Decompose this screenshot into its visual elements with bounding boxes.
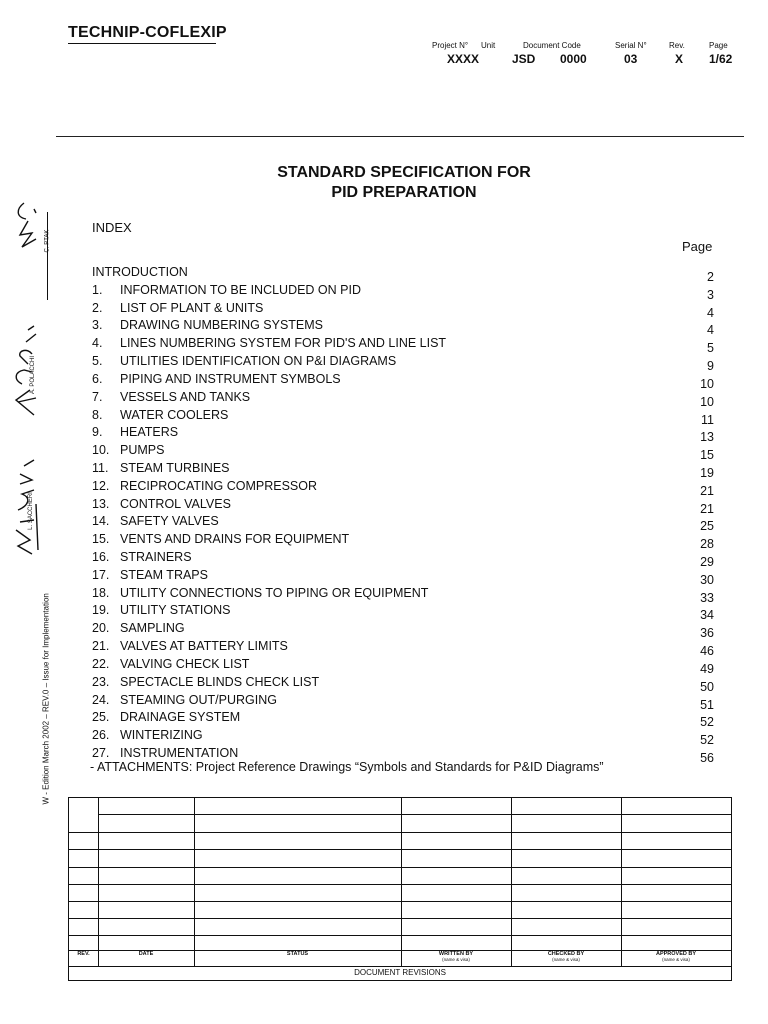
- toc-title: SPECTACLE BLINDS CHECK LIST: [120, 674, 320, 689]
- toc-page: 34: [700, 608, 714, 623]
- toc-title: SAFETY VALVES: [120, 514, 219, 529]
- toc-title: STEAM TRAPS: [120, 567, 208, 582]
- project-label: Project N°: [432, 41, 469, 50]
- toc-row: [92, 639, 720, 657]
- toc-num: 12.: [92, 478, 110, 493]
- company-underline: [68, 43, 216, 44]
- toc-title: CONTROL VALVES: [120, 496, 231, 511]
- toc-title: VALVES AT BATTERY LIMITS: [120, 639, 288, 654]
- toc-row: [92, 425, 720, 443]
- document-revisions-table: [68, 797, 732, 981]
- toc-row: [92, 390, 720, 408]
- toc-row: [92, 586, 720, 604]
- toc-page: 30: [700, 572, 714, 587]
- toc-page: 51: [700, 697, 714, 712]
- toc-title: UTILITIES IDENTIFICATION ON P&I DIAGRAMS: [120, 354, 397, 369]
- toc-row: [92, 693, 720, 711]
- col-checked-by-label: CHECKED BY: [547, 951, 585, 957]
- toc-row-introduction: [92, 265, 720, 283]
- col-written-by: [401, 951, 511, 963]
- table-of-contents: [92, 265, 720, 764]
- toc-num: 19.: [92, 603, 110, 618]
- toc-title: INTRODUCTION: [92, 265, 188, 279]
- toc-num: 26.: [92, 728, 110, 743]
- toc-page: 29: [700, 555, 714, 569]
- toc-num: 5.: [92, 354, 103, 369]
- toc-row: [92, 532, 720, 550]
- toc-row: [92, 728, 720, 746]
- toc-row: [92, 301, 720, 319]
- toc-num: 3.: [92, 318, 103, 333]
- document-code-value-1: JSD: [512, 52, 536, 66]
- col-checked-by-sub: (name & visa): [552, 957, 580, 962]
- toc-title: PIPING AND INSTRUMENT SYMBOLS: [120, 371, 341, 386]
- attachments-note: - ATTACHMENTS: Project Reference Drawings “Symbols and Standards for P&ID Diagrams”: [90, 760, 604, 774]
- company-name: TECHNIP-COFLEXIP: [68, 24, 227, 41]
- toc-title: UTILITY CONNECTIONS TO PIPING OR EQUIPMENT: [120, 585, 429, 600]
- page-column-heading: Page: [682, 239, 713, 254]
- col-date: DATE: [138, 951, 154, 957]
- toc-num: 20.: [92, 621, 110, 636]
- toc-page: 4: [707, 305, 714, 320]
- toc-page: 21: [700, 501, 714, 516]
- toc-num: 14.: [92, 514, 110, 529]
- toc-page: 11: [701, 412, 714, 427]
- toc-num: 10.: [92, 443, 110, 458]
- toc-row: [92, 408, 720, 426]
- toc-num: 2.: [92, 300, 103, 315]
- toc-title: HEATERS: [120, 425, 179, 440]
- rev-label: Rev.: [669, 41, 685, 50]
- toc-num: 1.: [92, 282, 103, 297]
- toc-row: [92, 710, 720, 728]
- toc-page: 33: [700, 590, 714, 605]
- toc-num: 13.: [92, 496, 110, 511]
- col-approved-by-sub: (name & visa): [662, 957, 690, 962]
- col-approved-by-label: APPROVED BY: [655, 951, 697, 957]
- document-title-line2: PID PREPARATION: [331, 184, 477, 201]
- toc-title: WINTERIZING: [120, 728, 203, 743]
- toc-num: 22.: [92, 656, 110, 671]
- toc-page: 4: [707, 323, 714, 338]
- col-status: STATUS: [286, 951, 309, 957]
- toc-num: 25.: [92, 710, 110, 725]
- header-rule: [56, 136, 744, 137]
- toc-row: [92, 603, 720, 621]
- toc-num: 4.: [92, 336, 103, 351]
- toc-title: DRAWING NUMBERING SYSTEMS: [120, 318, 324, 333]
- toc-row: [92, 675, 720, 693]
- toc-title: STEAM TURBINES: [120, 460, 230, 475]
- toc-title: STRAINERS: [120, 550, 192, 564]
- edition-note: W - Edition March 2002 – REV.0 – Issue for Implementation: [41, 593, 51, 805]
- toc-row: [92, 621, 720, 639]
- toc-page: 49: [700, 661, 714, 676]
- signer-name-1: C. PTAK: [44, 229, 51, 253]
- col-rev: REV.: [77, 951, 90, 957]
- toc-row: [92, 568, 720, 586]
- toc-title: PUMPS: [120, 443, 165, 458]
- toc-num: 24.: [92, 692, 110, 707]
- signature-saccheri: [6, 450, 46, 560]
- signature-polacchi: [6, 320, 46, 420]
- toc-num: 16.: [92, 550, 110, 564]
- toc-title: LIST OF PLANT & UNITS: [120, 300, 264, 315]
- toc-num: 27.: [92, 745, 110, 760]
- document-code-label: Document Code: [523, 41, 581, 50]
- toc-page: 56: [700, 750, 714, 765]
- col-approved-by: [621, 951, 731, 963]
- toc-num: 11.: [92, 460, 109, 475]
- toc-title: SAMPLING: [120, 621, 185, 636]
- toc-page: 3: [707, 287, 714, 302]
- toc-title: WATER COOLERS: [120, 407, 229, 422]
- toc-page: 2: [707, 270, 714, 284]
- document-title-line1: STANDARD SPECIFICATION FOR: [277, 164, 531, 181]
- document-revisions-caption: DOCUMENT REVISIONS: [354, 968, 446, 977]
- toc-page: 19: [700, 465, 714, 480]
- toc-row: [92, 550, 720, 568]
- toc-page: 46: [700, 644, 714, 659]
- toc-page: 52: [700, 733, 714, 748]
- col-written-by-sub: (name & visa): [442, 957, 470, 962]
- col-written-by-label: WRITTEN BY: [438, 951, 474, 957]
- document-code-value-2: 0000: [560, 52, 587, 66]
- toc-num: 9.: [92, 425, 103, 440]
- toc-row: [92, 657, 720, 675]
- page-value: 1/62: [709, 52, 733, 66]
- serial-label: Serial N°: [615, 41, 647, 50]
- signature-divider: [47, 212, 48, 300]
- toc-row: [92, 443, 720, 461]
- serial-value: 03: [624, 52, 638, 66]
- toc-page: 25: [700, 519, 714, 534]
- toc-page: 9: [707, 359, 714, 374]
- toc-num: 21.: [92, 639, 110, 654]
- toc-row: [92, 372, 720, 390]
- page-label: Page: [709, 41, 728, 50]
- toc-row: [92, 497, 720, 515]
- toc-title: INFORMATION TO BE INCLUDED ON PID: [120, 282, 361, 297]
- toc-row: [92, 461, 720, 479]
- toc-page: 36: [700, 626, 714, 641]
- toc-page: 50: [700, 679, 714, 694]
- unit-label: Unit: [481, 41, 496, 50]
- project-value: XXXX: [447, 52, 480, 66]
- toc-row: [92, 283, 720, 301]
- toc-page: 10: [700, 394, 714, 409]
- toc-row: [92, 336, 720, 354]
- toc-num: 15.: [92, 532, 110, 547]
- toc-num: 7.: [92, 389, 103, 404]
- toc-page: 21: [700, 483, 714, 498]
- toc-title: RECIPROCATING COMPRESSOR: [120, 478, 318, 493]
- toc-page: 5: [707, 341, 714, 356]
- index-heading: INDEX: [92, 220, 132, 235]
- toc-page: 13: [700, 430, 714, 445]
- col-checked-by: [511, 951, 621, 963]
- toc-row: [92, 318, 720, 336]
- toc-page: 15: [700, 448, 714, 463]
- toc-row: [92, 514, 720, 532]
- signer-name-2: A. POLACCHI: [30, 355, 37, 395]
- toc-num: 8.: [92, 407, 103, 422]
- signature-ptak: [6, 195, 46, 265]
- toc-num: 18.: [92, 585, 110, 600]
- toc-title: DRAINAGE SYSTEM: [120, 710, 241, 725]
- toc-title: STEAMING OUT/PURGING: [120, 692, 277, 707]
- toc-title: UTILITY STATIONS: [120, 603, 231, 618]
- toc-page: 52: [700, 715, 714, 730]
- toc-row: [92, 479, 720, 497]
- toc-title: VENTS AND DRAINS FOR EQUIPMENT: [120, 532, 350, 547]
- toc-num: 17.: [92, 567, 110, 582]
- signer-name-3: L. SACCHERI: [27, 492, 34, 530]
- toc-title: INSTRUMENTATION: [120, 745, 239, 760]
- toc-row: [92, 354, 720, 372]
- toc-page: 28: [700, 537, 714, 552]
- toc-title: LINES NUMBERING SYSTEM FOR PID'S AND LINE LIST: [120, 336, 447, 351]
- toc-title: VESSELS AND TANKS: [120, 389, 251, 404]
- toc-title: VALVING CHECK LIST: [120, 656, 250, 671]
- rev-value: X: [675, 52, 684, 66]
- toc-num: 23.: [92, 674, 110, 689]
- toc-page: 10: [700, 376, 714, 391]
- toc-num: 6.: [92, 371, 103, 386]
